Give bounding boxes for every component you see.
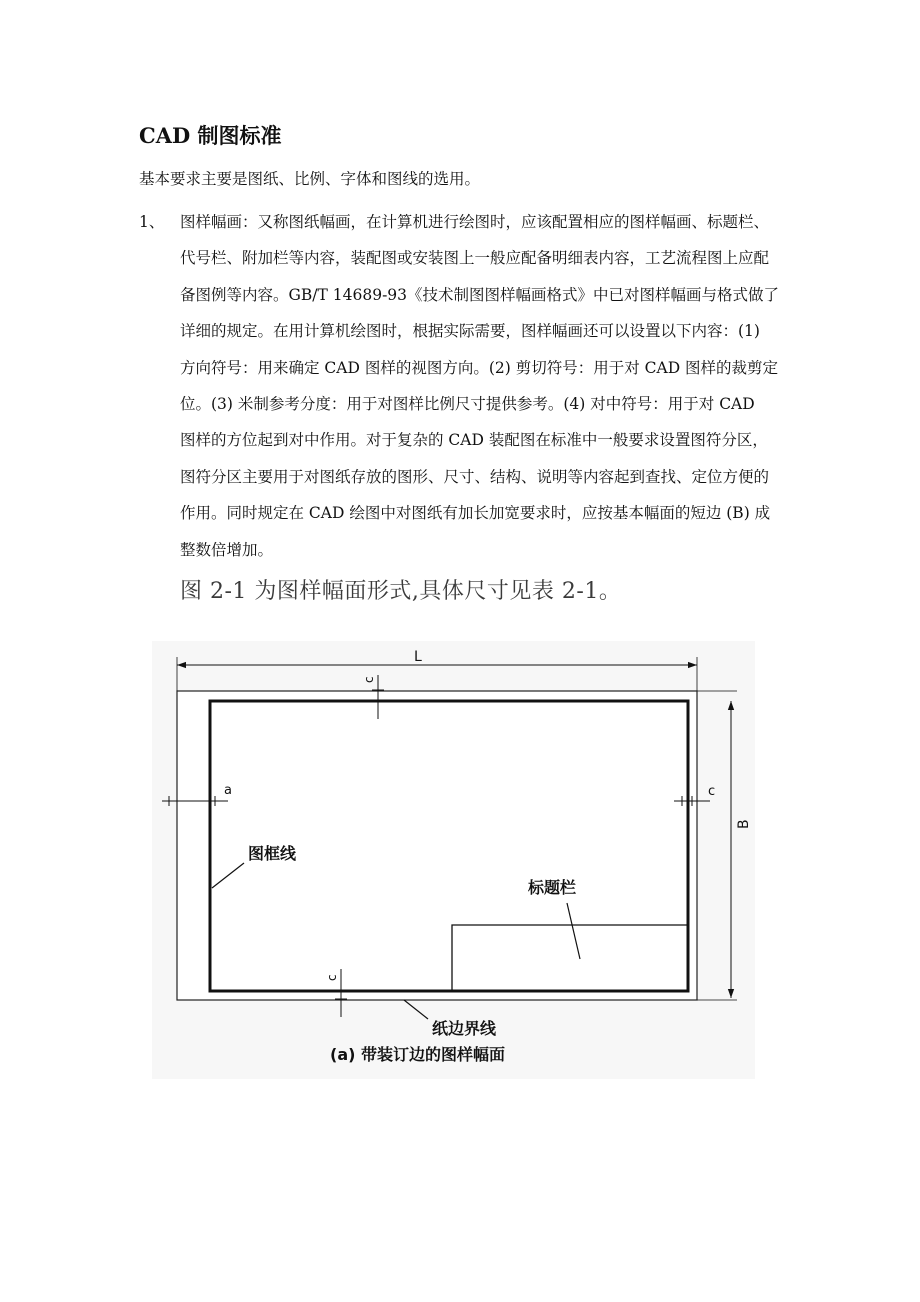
dim-c-top-label: c <box>362 676 376 683</box>
paragraph-line: 备图例等内容。GB/T 14689-93《技术制图图样幅画格式》中已对图样幅画与格式做了 <box>180 285 780 304</box>
paper-border-label: 纸边界线 <box>432 1019 497 1038</box>
frame-line-label: 图框线 <box>248 844 297 863</box>
intro-paragraph: 基本要求主要是图纸、比例、字体和图线的选用。 <box>139 170 481 188</box>
title-block-label: 标题栏 <box>528 878 577 897</box>
paragraph-line: 作用。同时规定在 CAD 绘图中对图纸有加长加宽要求时，应按基本幅面的短边 (B) 成 <box>180 504 771 523</box>
paper-border-leader <box>404 1000 428 1019</box>
diagram-caption: (a) 带装订边的图样幅面 <box>330 1045 505 1064</box>
paragraph-line: 位。(3) 米制参考分度：用于对图样比例尺寸提供参考。(4) 对中符号：用于对 CAD <box>180 395 755 414</box>
dim-c-right-label: c <box>708 784 716 799</box>
paragraph-line: 代号栏、附加栏等内容，装配图或安装图上一般应配备明细表内容，工艺流程图上应配 <box>180 249 770 268</box>
list-item-paragraph <box>180 204 780 568</box>
dim-B-label: B <box>736 819 752 829</box>
dim-c-bottom-label: c <box>325 974 339 981</box>
figure-caption: 图 2-1 为图样幅面形式,具体尺寸见表 2-1。 <box>180 579 622 604</box>
paragraph-line: 图符分区主要用于对图纸存放的图形、尺寸、结构、说明等内容起到查找、定位方便的 <box>180 467 770 486</box>
paragraph-line: 整数倍增加。 <box>180 540 274 559</box>
paragraph-line: 图样幅画：又称图纸幅画，在计算机进行绘图时，应该配置相应的图样幅画、标题栏、 <box>180 213 770 231</box>
list-item-number: 1、 <box>139 213 165 231</box>
paragraph-line: 方向符号：用来确定 CAD 图样的视图方向。(2) 剪切符号：用于对 CAD 图样的裁剪定 <box>180 358 779 377</box>
dim-L-label: L <box>414 649 422 665</box>
paragraph-line: 图样的方位起到对中作用。对于复杂的 CAD 装配图在标准中一般要求设置图符分区， <box>180 431 768 450</box>
page-title: CAD 制图标准 <box>139 123 282 148</box>
paragraph-line: 详细的规定。在用计算机绘图时，根据实际需要，图样幅画还可以设置以下内容：(1) <box>180 322 760 341</box>
dim-a-label: a <box>224 783 232 798</box>
drawing-sheet-diagram <box>152 641 755 1079</box>
